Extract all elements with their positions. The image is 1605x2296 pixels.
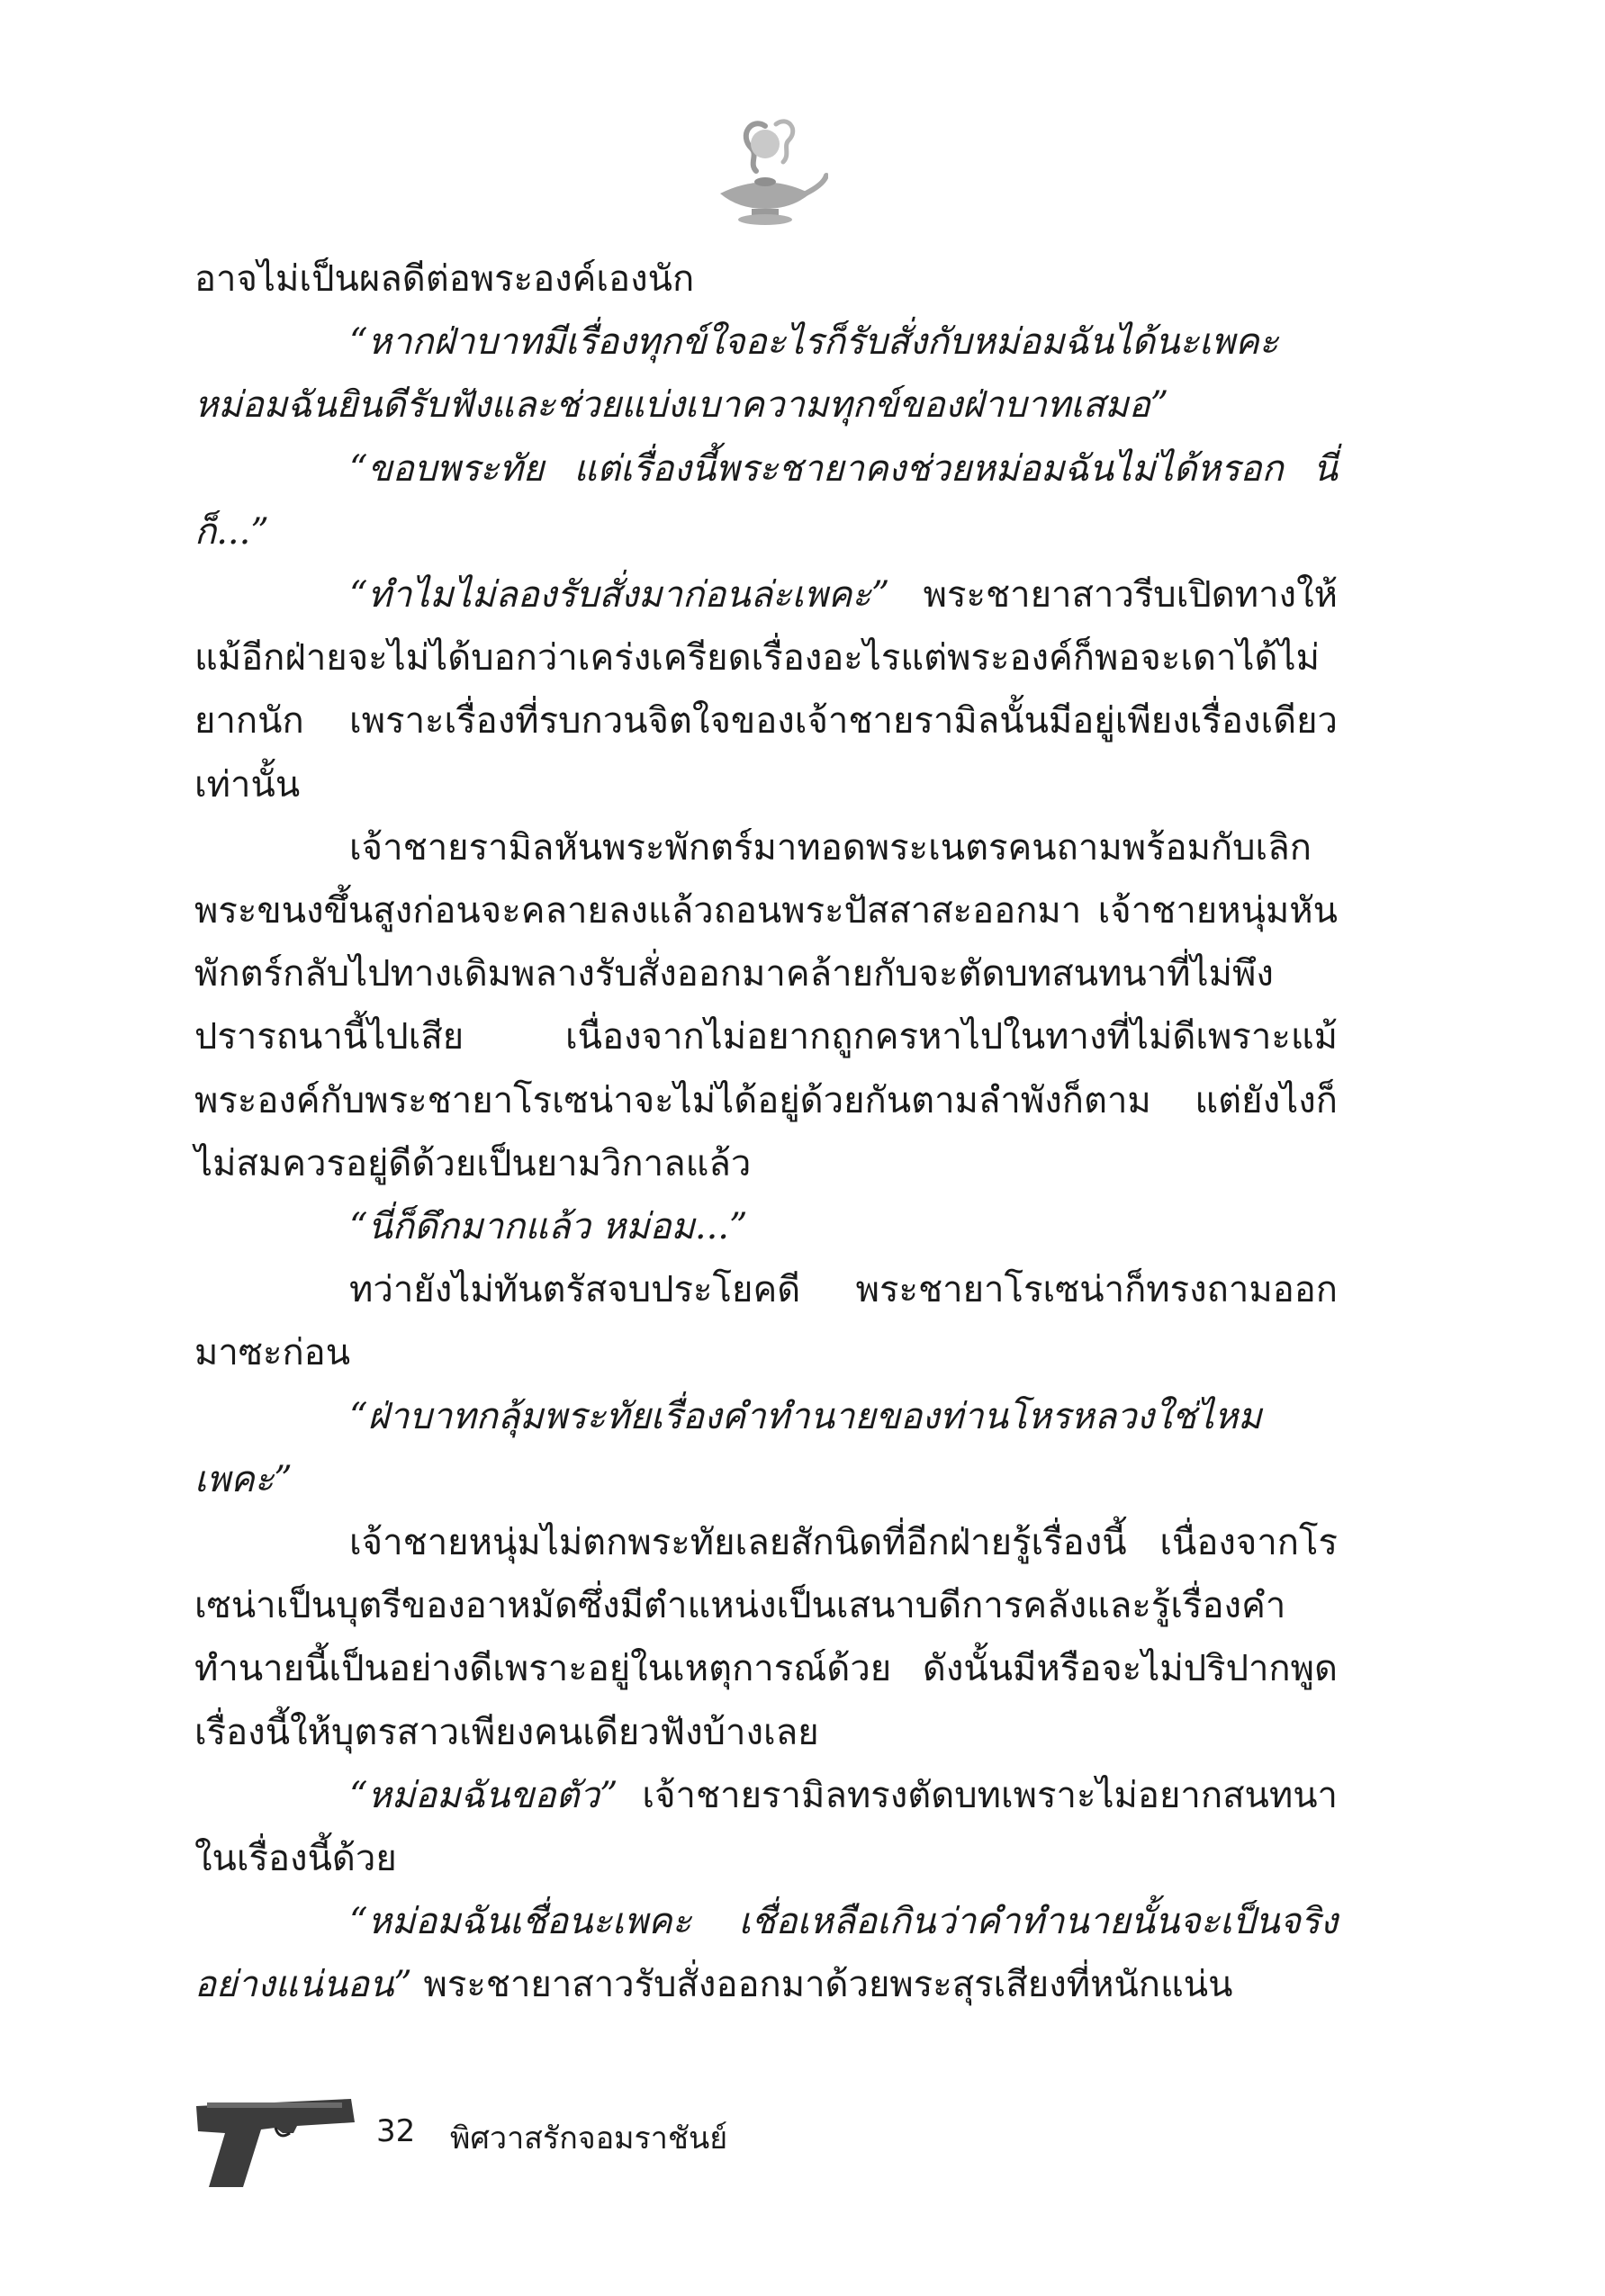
narration-text: ทว่ายังไม่ทันตรัสจบประโยคดี พระชายาโรเซน่าก็ทรงถามออกมาซะก่อน	[194, 1269, 1338, 1374]
dialogue-quote: “ทำไมไม่ลองรับสั่งมาก่อนล่ะเพคะ”	[349, 574, 890, 617]
paragraph	[194, 816, 1338, 1195]
pistol-icon	[189, 2086, 360, 2194]
narration-text: อาจไม่เป็นผลดีต่อพระองค์เองนัก	[194, 258, 695, 300]
narration-text: พระชายาสาวรีบเปิดทางให้ แม้อีกฝ่ายจะไม่ได้บอกว่าเคร่งเครียดเรื่องอะไรแต่พระองค์ก็พอจะเดาได้ไม่ยากนัก เพราะเรื่องที่รบกวนจิตใจของเจ้าชายรามิลนั้นมีอยู่เพียงเรื่องเดียวเท่านั้น	[194, 574, 1338, 806]
narration-text: เจ้าชายหนุ่มไม่ตกพระทัยเลยสักนิดที่อีกฝ่ายรู้เรื่องนี้ เนื่องจากโรเซน่าเป็นบุตรีของอาหมัดซึ่งมีตำแหน่งเป็นเสนาบดีการคลังและรู้เรื่องคำทำนายนี้เป็นอย่างดีเพราะอยู่ในเหตุการณ์ด้วย ดังนั้นมีหรือจะไม่ปริปากพูดเรื่องนี้ให้บุตรสาวเพียงคนเดียวฟังบ้างเลย	[194, 1522, 1338, 1753]
page-number: 32	[376, 2113, 416, 2149]
paragraph	[194, 1764, 1338, 1890]
dialogue-quote: “หม่อมฉันขอตัว”	[349, 1774, 618, 1816]
dialogue-quote: “นี่ก็ดึกมากแล้ว หม่อม...”	[349, 1206, 748, 1248]
paragraph	[194, 563, 1338, 816]
narration-text: พระชายาสาวรับสั่งออกมาด้วยพระสุรเสียงที่หนักแน่น	[411, 1964, 1233, 2006]
paragraph	[194, 1385, 1338, 1511]
paragraph	[194, 248, 1338, 311]
paragraph	[194, 1195, 1338, 1258]
paragraph	[194, 1890, 1338, 2016]
paragraph	[194, 1258, 1338, 1384]
dialogue-quote: “ฝ่าบาทกลุ้มพระทัยเรื่องคำทำนายของท่านโหรหลวงใช่ไหมเพคะ”	[194, 1395, 1262, 1500]
body-text	[194, 248, 1338, 2017]
dialogue-quote: “หม่อมฉันเชื่อนะเพคะ เชื่อเหลือเกินว่าคำทำนายนั้นจะเป็นจริงอย่างแน่นอน”	[194, 1901, 1338, 2006]
page-footer	[189, 2086, 819, 2203]
genie-lamp-icon	[702, 108, 828, 234]
paragraph	[194, 1511, 1338, 1764]
running-title: พิศวาสรักจอมราชันย์	[450, 2120, 728, 2156]
paragraph	[194, 311, 1338, 437]
dialogue-quote: “หากฝ่าบาทมีเรื่องทุกข์ใจอะไรก็รับสั่งกับหม่อมฉันได้นะเพคะ หม่อมฉันยินดีรับฟังและช่วยแบ่งเบาความทุกข์ของฝ่าบาทเสมอ”	[194, 321, 1279, 427]
dialogue-quote: “ขอบพระทัย แต่เรื่องนี้พระชายาคงช่วยหม่อมฉันไม่ได้หรอก นี่ก็...”	[194, 447, 1338, 553]
paragraph	[194, 437, 1338, 563]
narration-text: เจ้าชายรามิลหันพระพักตร์มาทอดพระเนตรคนถามพร้อมกับเลิกพระขนงขึ้นสูงก่อนจะคลายลงแล้วถอนพระปัสสาสะออกมา เจ้าชายหนุ่มหันพักตร์กลับไปทางเดิมพลางรับสั่งออกมาคล้ายกับจะตัดบทสนทนาที่ไม่พึงปรารถนานี้ไปเสีย เนื่องจากไม่อยากถูกครหาไปในทางที่ไม่ดีเพราะแม้พระองค์กับพระชายาโรเซน่าจะไม่ได้อยู่ด้วยกันตามลำพังก็ตาม แต่ยังไงก็ไม่สมควรอยู่ดีด้วยเป็นยามวิกาลแล้ว	[194, 826, 1338, 1184]
narration-text: เจ้าชายรามิลทรงตัดบทเพราะไม่อยากสนทนาในเรื่องนี้ด้วย	[194, 1774, 1338, 1880]
